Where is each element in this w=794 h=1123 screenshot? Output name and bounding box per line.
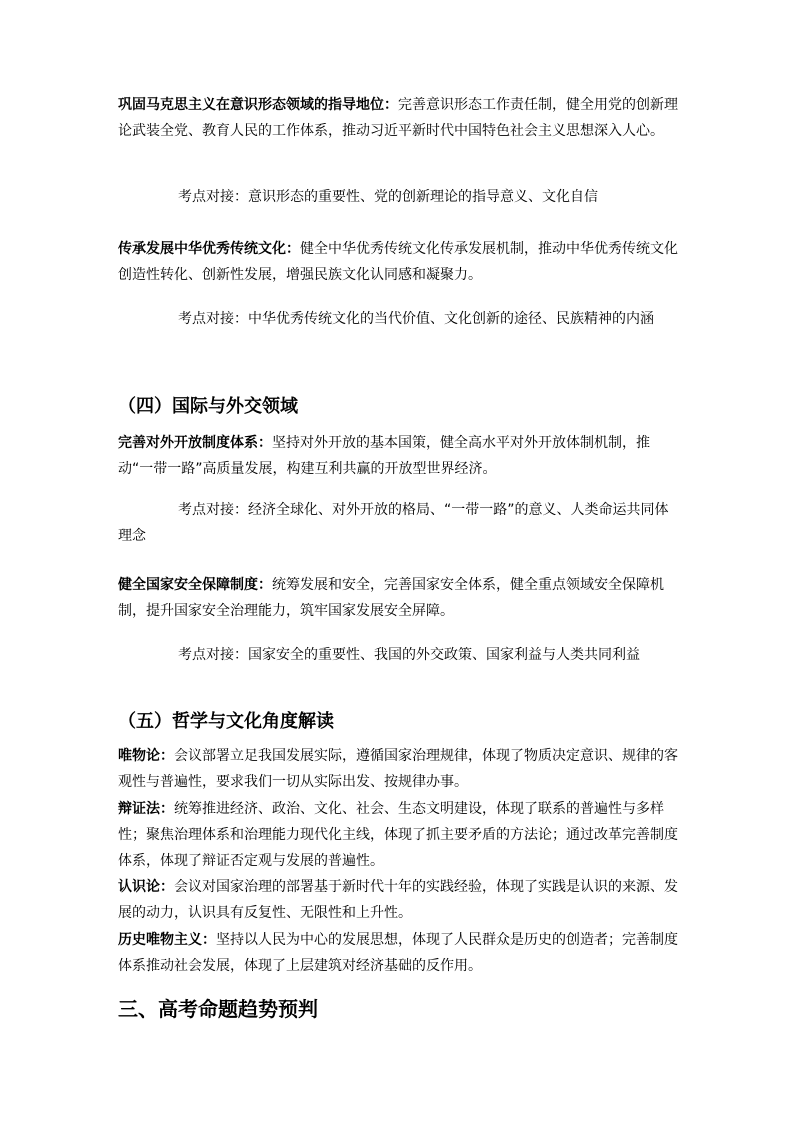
paragraph-body: 健全中华优秀传统文化传承发展机制，推动中华优秀传统文化创造性转化、创新性发展，增强民族文化认同感和凝聚力。 [118,241,678,283]
exam-point-note: 考点对接：国家安全的重要性、我国的外交政策、国家利益与人类共同利益 [178,647,640,663]
paragraph-security [118,572,678,624]
paragraph-body: 会议对国家治理的部署基于新时代十年的实践经验，体现了实践是认识的来源、发展的动力，认识具有反复性、无限性和上升性。 [118,879,678,921]
paragraph-lead: 辩证法： [118,801,174,817]
paragraph-culture [118,236,678,288]
paragraph-lead: 历史唯物主义： [118,932,216,948]
exam-point-note: 考点对接：意识形态的重要性、党的创新理论的指导意义、文化自信 [178,189,598,205]
paragraph-body: 坚持对外开放的基本国策，健全高水平对外开放体制机制，推动“一带一路”高质量发展，构建互利共赢的开放型世界经济。 [118,435,650,477]
paragraph-history [118,927,678,979]
section-heading: （五）哲学与文化角度解读 [118,711,334,732]
paragraph-lead: 传承发展中华优秀传统文化： [118,241,300,257]
paragraph-lead: 认识论： [118,879,174,895]
exam-point-note: 考点对接：经济全球化、对外开放的格局、“一带一路”的意义、人类命运共同体理念 [118,502,669,544]
paragraph-lead: 完善对外开放制度体系： [118,435,272,451]
section-heading: （四）国际与外交领域 [118,396,298,417]
paragraph-lead: 健全国家安全保障制度： [118,577,272,593]
paragraph-lead: 巩固马克思主义在意识形态领域的指导地位： [118,97,398,113]
paragraph-epistemology [118,874,678,926]
paragraph-body: 完善意识形态工作责任制，健全用党的创新理论武装全党、教育人民的工作体系，推动习近平新时代中国特色社会主义思想深入人心。 [118,97,678,139]
paragraph-opening [118,430,678,482]
paragraph-body: 坚持以人民为中心的发展思想，体现了人民群众是历史的创造者；完善制度体系推动社会发展，体现了上层建筑对经济基础的反作用。 [118,932,678,974]
paragraph-body: 会议部署立足我国发展实际，遵循国家治理规律，体现了物质决定意识、规律的客观性与普遍性，要求我们一切从实际出发、按规律办事。 [118,748,678,790]
paragraph-dialectics [118,796,678,874]
paragraph-ideology [118,92,678,144]
paragraph-body: 统筹发展和安全，完善国家安全体系，健全重点领域安全保障机制，提升国家安全治理能力，筑牢国家发展安全屏障。 [118,577,664,619]
paragraph-lead: 唯物论： [118,748,174,764]
exam-point-note: 考点对接：中华优秀传统文化的当代价值、文化创新的途径、民族精神的内涵 [178,311,654,327]
chapter-heading: 三、高考命题趋势预判 [118,997,318,1021]
paragraph-materialism [118,743,678,795]
paragraph-body: 统筹推进经济、政治、文化、社会、生态文明建设，体现了联系的普遍性与多样性；聚焦治理体系和治理能力现代化主线，体现了抓主要矛盾的方法论；通过改革完善制度体系，体现了辩证否定观与发展的普遍性。 [118,801,678,869]
